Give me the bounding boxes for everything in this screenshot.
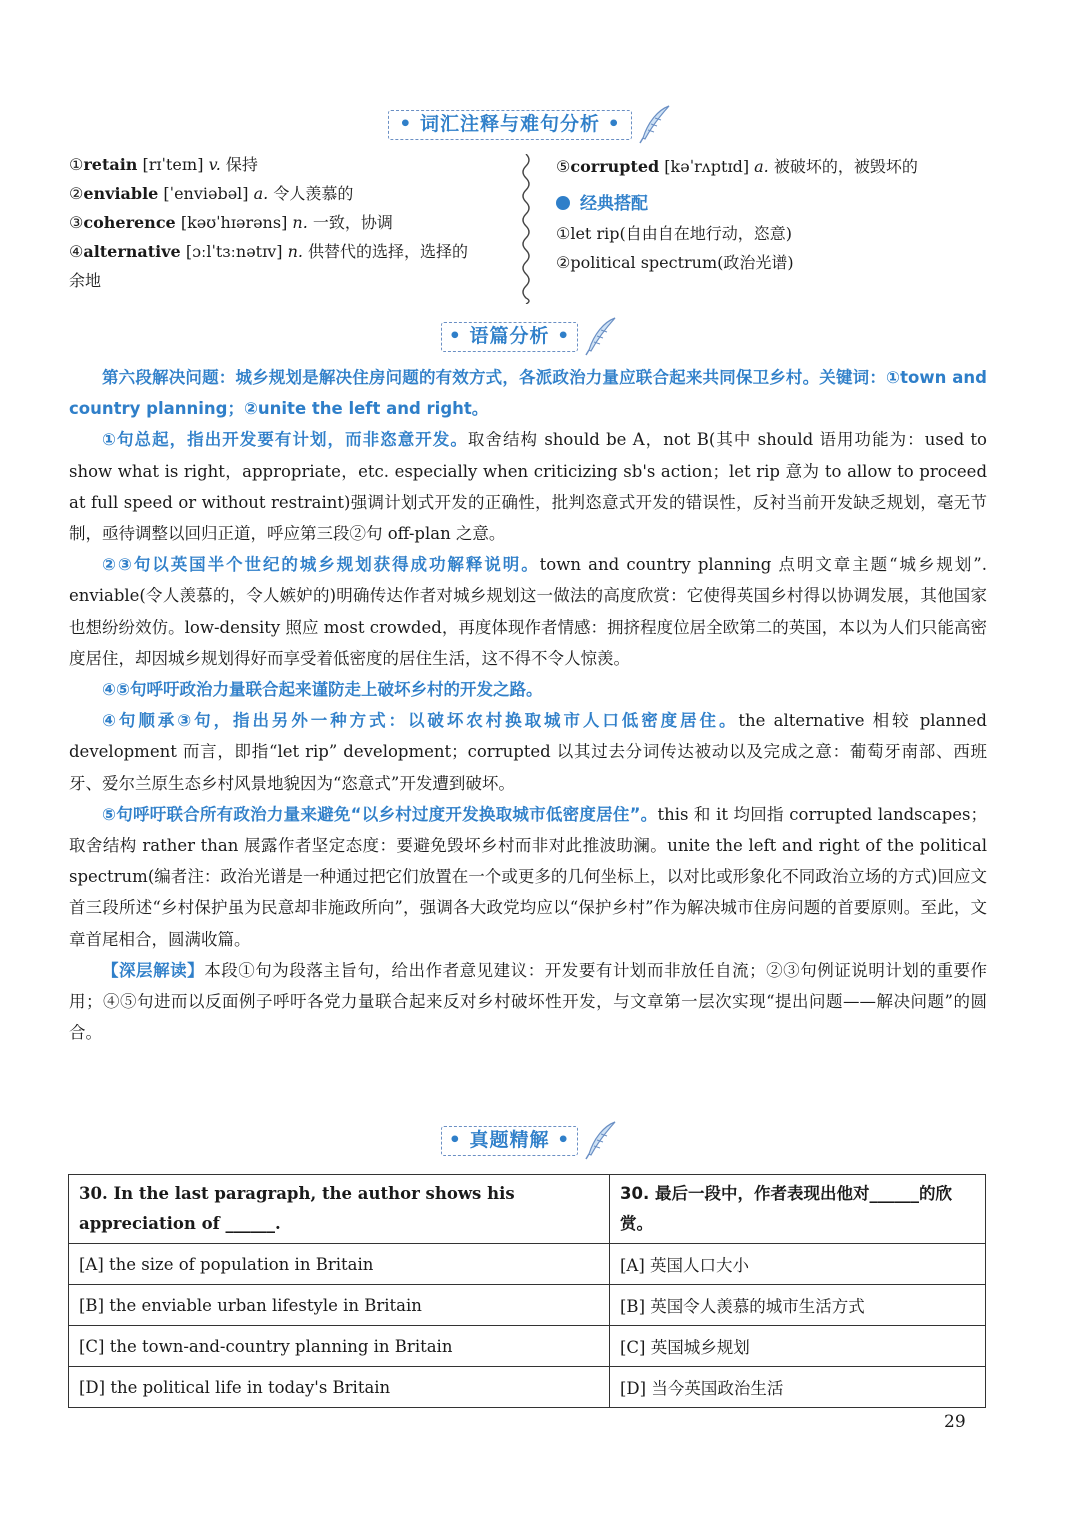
question-table — [68, 1174, 986, 1408]
collocation-item: ②political spectrum(政治光谱) — [556, 253, 794, 272]
vocab-word: retain — [83, 155, 138, 174]
exam-section-header — [0, 1120, 1080, 1164]
vocab-list — [69, 150, 509, 295]
vocab-section-header — [0, 104, 1080, 148]
exam-section-title: • 真题精解 • — [441, 1126, 578, 1156]
vocab-word: alternative — [83, 242, 181, 261]
option-row — [69, 1367, 986, 1408]
deep-interpretation: 【深层解读】本段①句为段落主旨句，给出作者意见建议：开发要有计划而非放任自流；②③句例证说明计划的重要作用；④⑤句进而以反面例子呼吁各党力量联合起来反对乡村破坏性开发，与文章第一层次实现“提出问题——解决问题”的圆合。 — [69, 960, 988, 1043]
vocab-item: ④alternative [ɔːlˈtɜːnətɪv] n. 供替代的选择，选择的 — [69, 242, 469, 261]
option-cn: [B] 英国令人羡慕的城市生活方式 — [610, 1285, 986, 1326]
option-row — [69, 1326, 986, 1367]
vocab-word: enviable — [83, 184, 159, 203]
option-row — [69, 1285, 986, 1326]
option-cn: [D] 当今英国政治生活 — [610, 1367, 986, 1408]
vocab-item: ⑤corrupted [kəˈrʌptɪd] a. 被破坏的，被毁坏的 — [556, 157, 918, 176]
collocation-header — [556, 189, 996, 219]
discourse-analysis — [69, 362, 987, 1048]
analysis-paragraph: ④⑤句呼吁政治力量联合起来谨防走上破坏乡村的开发之路。 — [102, 680, 543, 700]
option-cn: [C] 英国城乡规划 — [610, 1326, 986, 1367]
wavy-divider — [516, 154, 536, 304]
analysis-paragraph: ②③句以英国半个世纪的城乡规划获得成功解释说明。town and country planning 点明文章主题“城乡规划”. enviable(令人羡慕的，令人嫉妒的)明确传达作者对城乡规划这一做法的高度欣赏：它使得英国乡村得以协调发展，其他国家也想纷纷效仿。low-density 照应 most crowded，再度体现作者情感：拥挤程度位居全欧第二的英国，本以为人们只能高密度居住，却因城乡规划得好而享受着低密度的居住生活，这不得不令人惊羡。 — [69, 555, 987, 668]
vocab-word: corrupted — [570, 157, 660, 176]
vocab-item: ②enviable [ˈenviəbəl] a. 令人羡慕的 — [69, 184, 354, 203]
collocation-title: 经典搭配 — [580, 194, 648, 214]
analysis-summary: 第六段解决问题：城乡规划是解决住房问题的有效方式，各派政治力量应联合起来共同保卫乡村。关键词：①town and country planning；②unite the left and right。 — [69, 368, 987, 419]
quill-pen-icon — [582, 1120, 618, 1160]
option-row — [69, 1244, 986, 1285]
option-en: [D] the political life in today's Britain — [69, 1367, 610, 1408]
analysis-paragraph: ⑤句呼吁联合所有政治力量来避免“以乡村过度开发换取城市低密度居住”。this 和 it 均回指 corrupted landscapes；取舍结构 rather than 展露作者坚定态度：要避免毁坏乡村而非对此推波助澜。unite the left and right of the political spectrum(编者注：政治光谱是一种通过把它们放置在一个或更多的几何坐标上，以对比或形象化不同政治立场的方式)回应文首三段所述“乡村保护虽为民意却非施政所向”，强调各大政党均应以“保护乡村”作为解决城市住房问题的首要原则。至此，文章首尾相合，圆满收篇。 — [69, 804, 987, 949]
quill-pen-icon — [636, 104, 672, 144]
analysis-paragraph: ④句顺承③句，指出另外一种方式：以破坏农村换取城市人口低密度居住。the alternative 相较 planned development 而言，即指“let rip” development；corrupted 以其过去分词传达被动以及完成之意：葡萄牙南部、西班牙、爱尔兰原生态乡村风景地貌因为“恣意式”开发遭到破坏。 — [69, 711, 987, 793]
analysis-paragraph: ①句总起，指出开发要有计划，而非恣意开发。取舍结构 should be A，not B(其中 should 语用功能为：used to show what is right，appropriate，etc. especially when criticizing sb's action；let rip 意为 to allow to proceed at full speed or without restraint)强调计划式开发的正确性，批判恣意式开发的错误性，反衬当前开发缺乏规划，毫无节制，亟待调整以回归正道，呼应第三段②句 off-plan 之意。 — [69, 430, 987, 544]
quill-pen-icon — [582, 316, 618, 356]
vocab-section-title: • 词汇注释与难句分析 • — [388, 110, 632, 140]
collocation-item: ①let rip(自由自在地行动，恣意) — [556, 224, 792, 243]
option-en: [A] the size of population in Britain — [69, 1244, 610, 1285]
page-number: 29 — [944, 1412, 966, 1432]
question-stem-en: 30. In the last paragraph, the author shows his appreciation of ______. — [69, 1175, 610, 1244]
option-en: [C] the town-and-country planning in Britain — [69, 1326, 610, 1367]
option-cn: [A] 英国人口大小 — [610, 1244, 986, 1285]
vocab-word: coherence — [83, 213, 176, 232]
discourse-section-title: • 语篇分析 • — [441, 322, 578, 352]
bullet-dot-icon — [556, 196, 570, 210]
option-en: [B] the enviable urban lifestyle in Britain — [69, 1285, 610, 1326]
discourse-section-header — [0, 316, 1080, 360]
vocab-item-continuation: 余地 — [69, 271, 102, 290]
vocab-item: ①retain [rɪˈteɪn] v. 保持 — [69, 155, 258, 174]
question-stem-row — [69, 1175, 986, 1244]
question-stem-cn: 30. 最后一段中，作者表现出他对______的欣赏。 — [610, 1175, 986, 1244]
vocab-item: ③coherence [kəʊˈhɪərəns] n. 一致，协调 — [69, 213, 393, 232]
vocab-right-column — [556, 152, 996, 277]
